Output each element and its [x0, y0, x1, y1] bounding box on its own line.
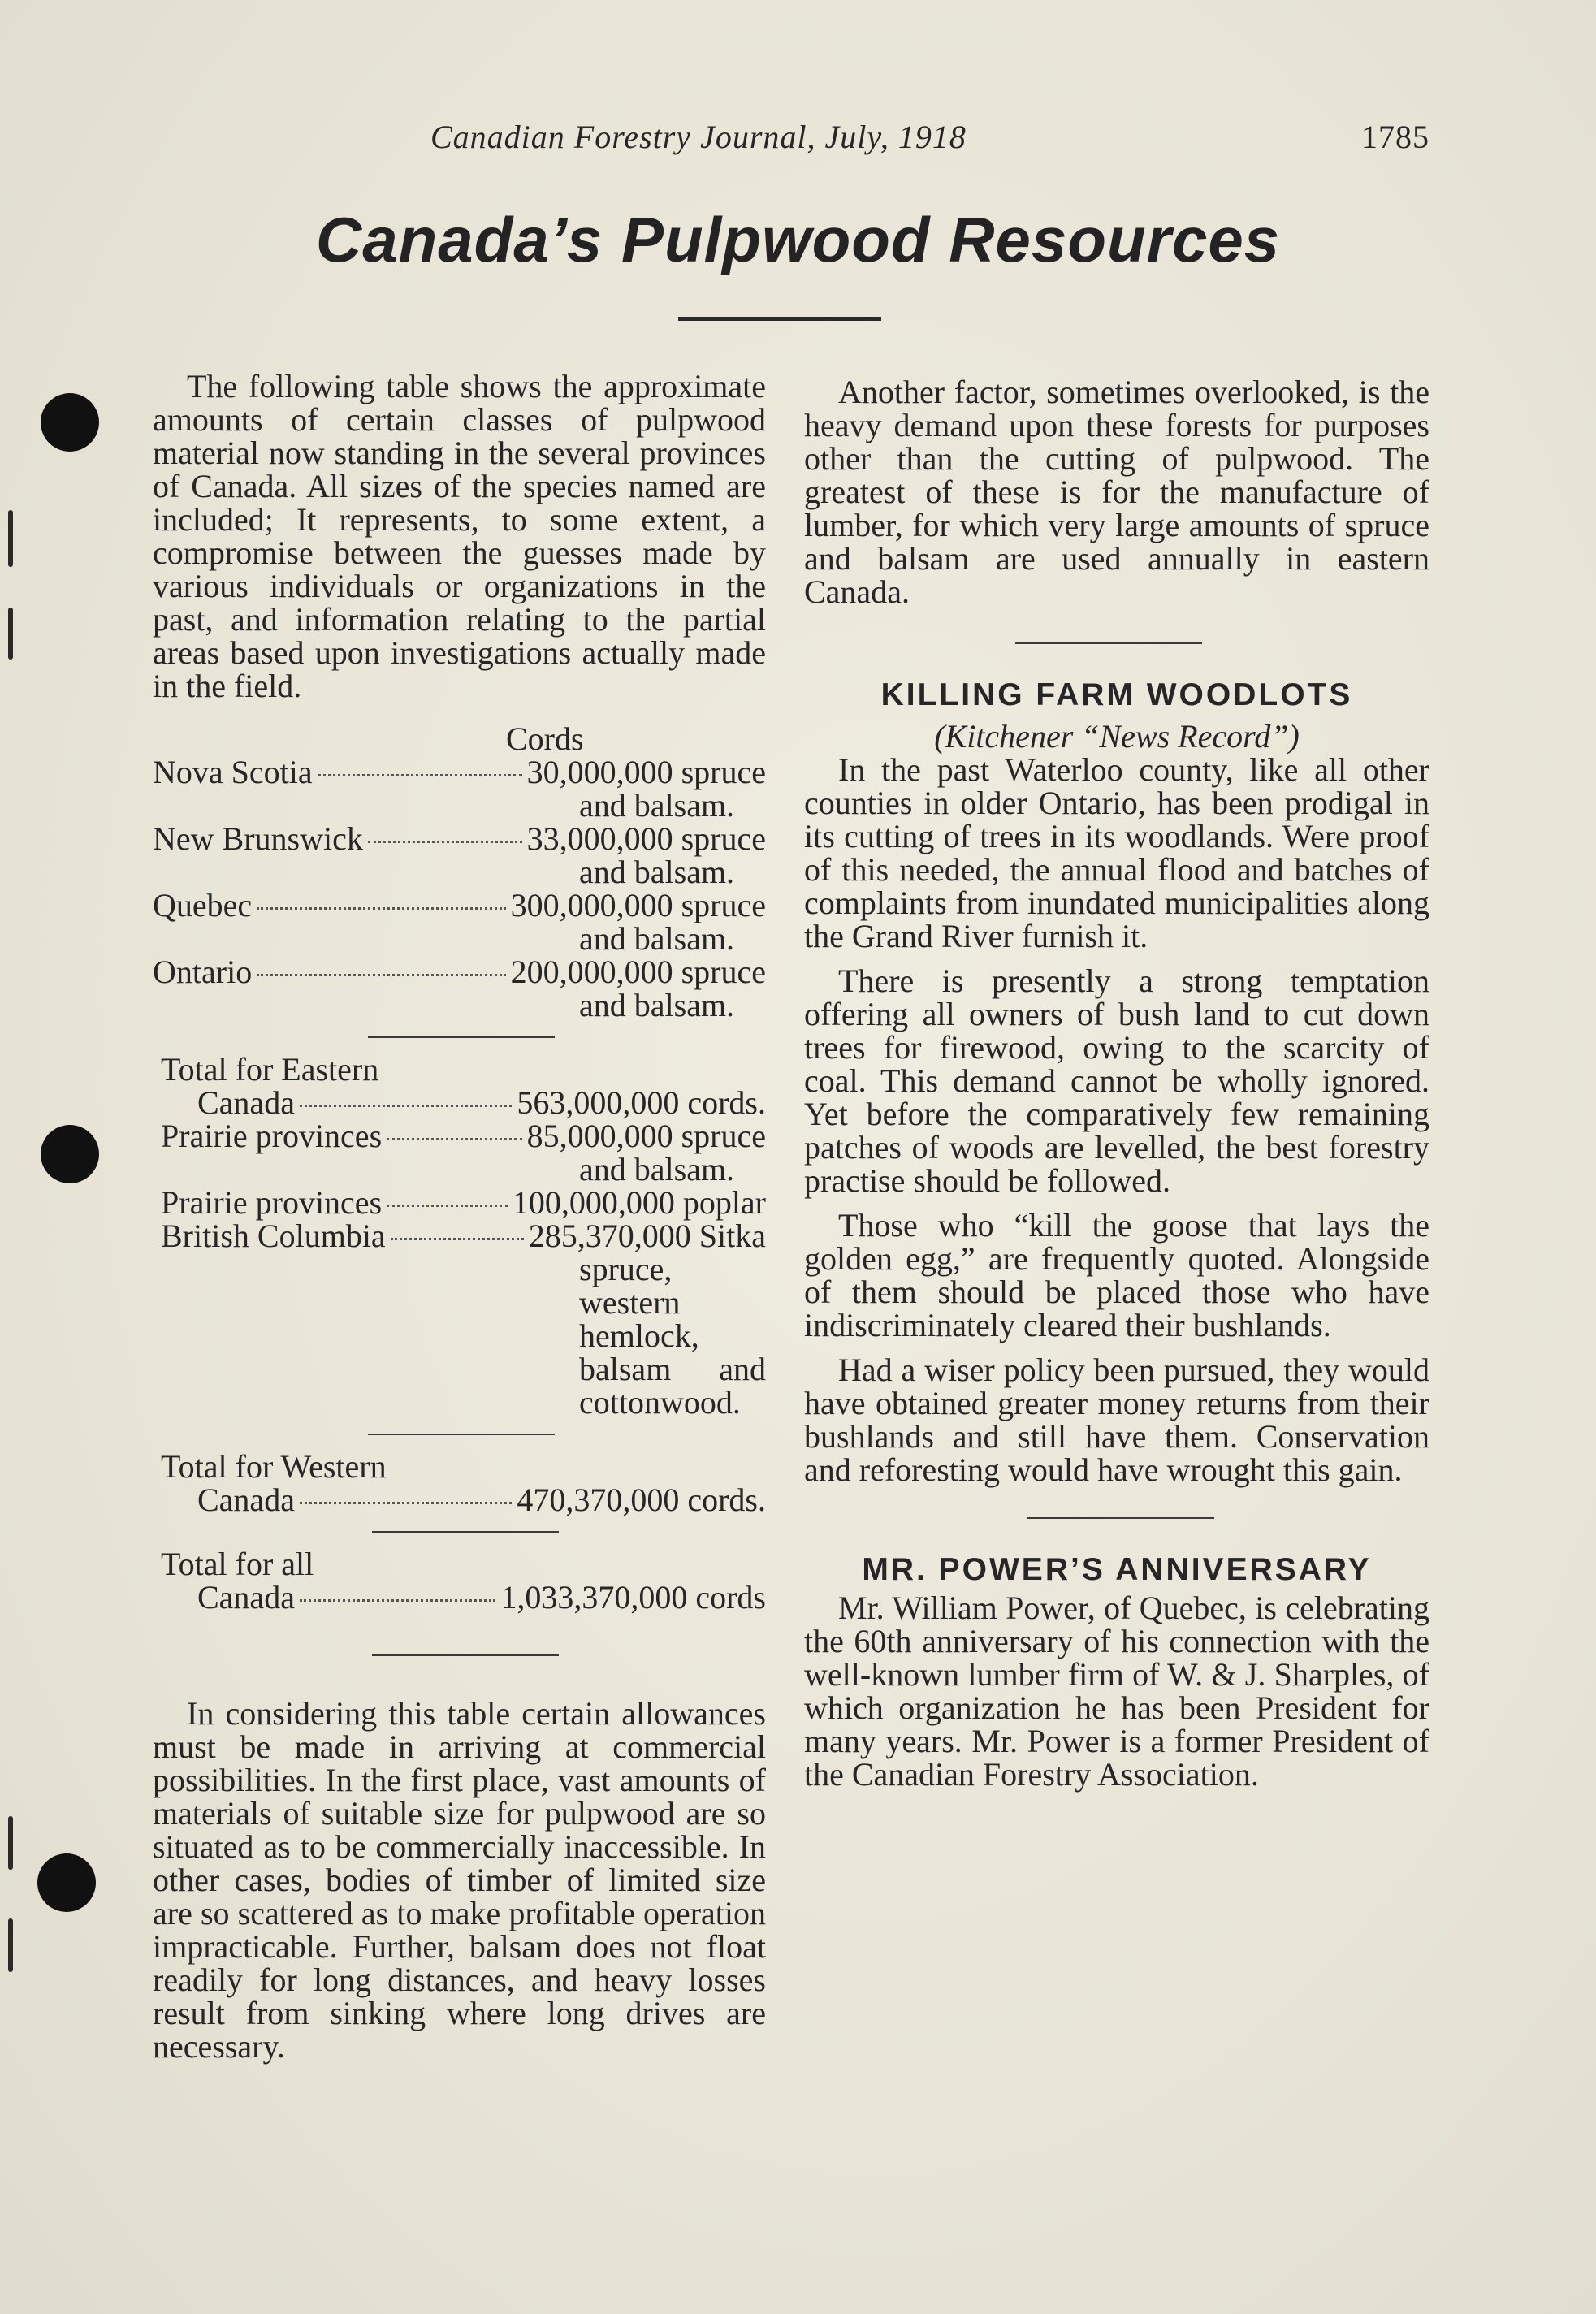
killing-paragraph-4: Had a wiser policy been pursued, they would have obtained greater money returns from their bushlands and still have them. Conservation and reforesting would have wrought this gain. — [804, 1352, 1429, 1488]
journal-title: Canadian Forestry Journal, July, 1918 — [430, 119, 967, 155]
article-title: Canada’s Pulpwood Resources — [315, 204, 1281, 275]
cord-amount: 30,000,000 spruce — [526, 754, 766, 790]
binding-mark — [8, 510, 13, 567]
all-total-label: Total for all — [161, 1546, 314, 1582]
page-number: 1785 — [1361, 119, 1429, 155]
table-row — [153, 755, 766, 789]
species-continuation: spruce, western hemlock, balsam and cottonwood. — [579, 1251, 766, 1421]
species-continuation: and balsam. — [579, 1151, 735, 1187]
binding-mark — [8, 1918, 13, 1972]
binding-mark — [8, 608, 13, 660]
section-rule — [372, 1654, 559, 1656]
province-name: Nova Scotia — [153, 754, 313, 790]
killing-paragraph-3: Those who “kill the goose that lays the golden egg,” are frequently quoted. Alongside of them should be placed those who have indiscriminately cleared their bushlands. — [804, 1207, 1429, 1343]
news-record-source: (Kitchener “News Record”) — [934, 718, 1300, 755]
right-column — [804, 375, 1429, 1791]
western-total-value: 470,370,000 cords. — [517, 1481, 766, 1518]
eastern-table — [153, 722, 766, 1022]
eastern-total-value: 563,000,000 cords. — [517, 1084, 766, 1121]
province-name: Quebec — [153, 887, 253, 923]
western-total-label: Total for Western — [161, 1448, 387, 1485]
province-name: Ontario — [153, 954, 253, 990]
western-total — [153, 1450, 766, 1516]
leader-dots — [368, 841, 522, 843]
killing-farm-woodlots-heading: KILLING FARM WOODLOTS — [880, 677, 1353, 712]
section-rule — [372, 1531, 559, 1533]
species-continuation: and balsam. — [579, 787, 735, 824]
binding-mark — [8, 1816, 13, 1870]
leader-dots — [300, 1105, 512, 1107]
cords-column-header: Cords — [506, 720, 584, 757]
section-rule — [368, 1036, 555, 1038]
title-rule — [678, 317, 881, 321]
intro-paragraph: The following table shows the approximate amounts of certain classes of pulpwood material now standing in the several provinces of Canada. All sizes of the species named are included; It represents, to some extent, a compromise between the guesses made by various individuals or organizations in the past, and information relating to the partial areas based upon investigations actually made in the field. — [153, 368, 766, 704]
left-column — [153, 370, 766, 2063]
cord-amount: 100,000,000 poplar — [512, 1184, 766, 1221]
table-row — [161, 1119, 766, 1153]
eastern-rows — [153, 755, 766, 1022]
leader-dots — [387, 1205, 508, 1207]
western-rows — [153, 1119, 766, 1419]
binder-hole-middle — [41, 1125, 99, 1183]
province-name: British Columbia — [161, 1218, 386, 1254]
table-row — [153, 889, 766, 922]
species-continuation: and balsam. — [579, 920, 735, 957]
considering-paragraph: In considering this table certain allowances must be made in arriving at commercial possibilities. In the first place, vast amounts of materials of suitable size for pulpwood are so situated as to be commercially inaccessible. In other cases, bodies of timber of limited size are so scattered as to make profitable operation impracticable. Further, balsam does not float readily for long distances, and heavy losses result from sinking where long drives are necessary. — [153, 1695, 766, 2065]
leader-dots — [387, 1138, 521, 1140]
eastern-total-label: Total for Eastern — [161, 1051, 379, 1088]
cord-amount: 200,000,000 spruce — [510, 954, 766, 990]
all-total-label2: Canada — [197, 1579, 295, 1615]
leader-dots — [300, 1599, 495, 1602]
species-continuation: and balsam. — [579, 854, 735, 890]
leader-dots — [257, 907, 505, 910]
section-rule — [1015, 642, 1202, 644]
eastern-total-label2: Canada — [197, 1084, 295, 1121]
eastern-total — [153, 1053, 766, 1419]
killing-paragraph-1: In the past Waterloo county, like all other counties in older Ontario, has been prodigal in its cutting of trees in its woodlands. Were proof of this needed, the annual flood and batches of complaints from inundated municipalities along the Grand River furnish it. — [804, 751, 1429, 954]
leader-dots — [300, 1502, 512, 1504]
province-name: Prairie provinces — [161, 1184, 383, 1221]
province-name: New Brunswick — [153, 820, 363, 857]
all-total — [153, 1547, 766, 1614]
section-rule — [1027, 1517, 1214, 1519]
all-total-value: 1,033,370,000 cords — [500, 1579, 766, 1615]
another-factor-paragraph: Another factor, sometimes overlooked, is the heavy demand upon these forests for purposes other than the cutting of pulpwood. The greatest of these is for the manufacture of lumber, for which very large amounts of spruce and balsam are used annually in eastern Canada. — [804, 374, 1429, 610]
cord-amount: 85,000,000 spruce — [526, 1118, 766, 1154]
power-anniversary-heading: MR. POWER’S ANNIVERSARY — [862, 1552, 1372, 1587]
leader-dots — [257, 974, 505, 976]
western-total-label2: Canada — [197, 1481, 295, 1518]
section-rule — [368, 1434, 555, 1435]
binder-hole-bottom — [37, 1853, 96, 1912]
table-row — [153, 822, 766, 855]
power-paragraph: Mr. William Power, of Quebec, is celebrating the 60th anniversary of his connection with the well-known lumber firm of W. & J. Sharples, of which organization he has been President for many years. Mr. Power is a former President of the Canadian Forestry Association. — [804, 1590, 1429, 1793]
species-continuation: and balsam. — [579, 987, 735, 1023]
table-row — [161, 1219, 766, 1252]
table-row — [161, 1186, 766, 1219]
table-row — [153, 955, 766, 988]
killing-paragraph-2: There is presently a strong temptation offering all owners of bush land to cut down trees for firewood, owing to the scarcity of coal. This demand cannot be wholly ignored. Yet before the comparatively few remaining patches of woods are levelled, the best forestry practise should be followed. — [804, 962, 1429, 1199]
cord-amount: 300,000,000 spruce — [510, 887, 766, 923]
leader-dots — [391, 1238, 524, 1240]
leader-dots — [318, 774, 522, 776]
province-name: Prairie provinces — [161, 1118, 383, 1154]
cord-amount: 33,000,000 spruce — [526, 820, 766, 857]
cord-amount: 285,370,000 Sitka — [528, 1218, 766, 1254]
binder-hole-top — [41, 393, 99, 452]
